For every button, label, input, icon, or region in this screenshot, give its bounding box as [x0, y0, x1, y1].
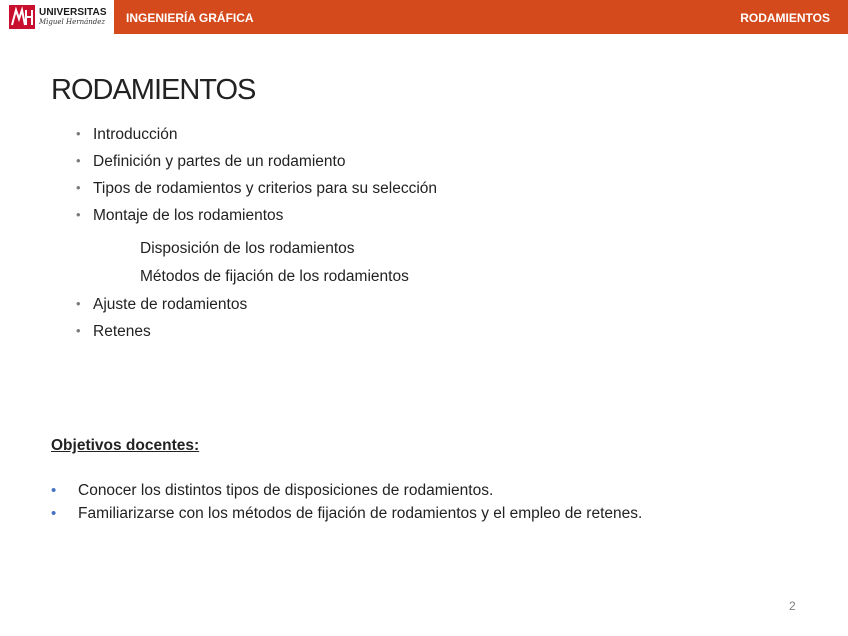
agenda-item-text: Retenes: [93, 323, 151, 340]
header-bar: [0, 0, 848, 34]
agenda-item-text: Tipos de rodamientos y criterios para su selección: [93, 180, 438, 197]
bullet-icon: •: [76, 296, 81, 311]
course-label: INGENIERÍA GRÁFICA: [126, 11, 254, 25]
bullet-icon: •: [76, 126, 81, 141]
logo-sub-text: Miguel Hernández: [39, 18, 106, 26]
agenda-item-text: Montaje de los rodamientos: [93, 207, 284, 224]
section-label: RODAMIENTOS: [740, 11, 830, 25]
bullet-icon: •: [76, 180, 81, 195]
agenda-item-text: Definición y partes de un rodamiento: [93, 153, 346, 170]
umh-logo-icon: [9, 5, 35, 29]
agenda-item-text: Ajuste de rodamientos: [93, 296, 248, 313]
objective-text: Conocer los distintos tipos de disposiciones de rodamientos.: [78, 482, 494, 499]
bullet-icon: •: [51, 505, 57, 522]
bullet-icon: •: [76, 207, 81, 222]
university-logo: [0, 0, 114, 34]
page-title: RODAMIENTOS: [51, 74, 256, 106]
objective-text: Familiarizarse con los métodos de fijación de rodamientos y el empleo de retenes.: [78, 505, 643, 522]
agenda-subitem-text: Métodos de fijación de los rodamientos: [140, 268, 409, 285]
page-number: 2: [789, 599, 796, 613]
logo-main-text: UNIVERSITAS: [39, 7, 107, 18]
objectives-heading: Objetivos docentes:: [51, 437, 200, 454]
bullet-icon: •: [51, 482, 57, 499]
agenda-item-text: Introducción: [93, 126, 178, 143]
bullet-icon: •: [76, 153, 81, 168]
agenda-subitem-text: Disposición de los rodamientos: [140, 240, 355, 257]
bullet-icon: •: [76, 323, 81, 338]
